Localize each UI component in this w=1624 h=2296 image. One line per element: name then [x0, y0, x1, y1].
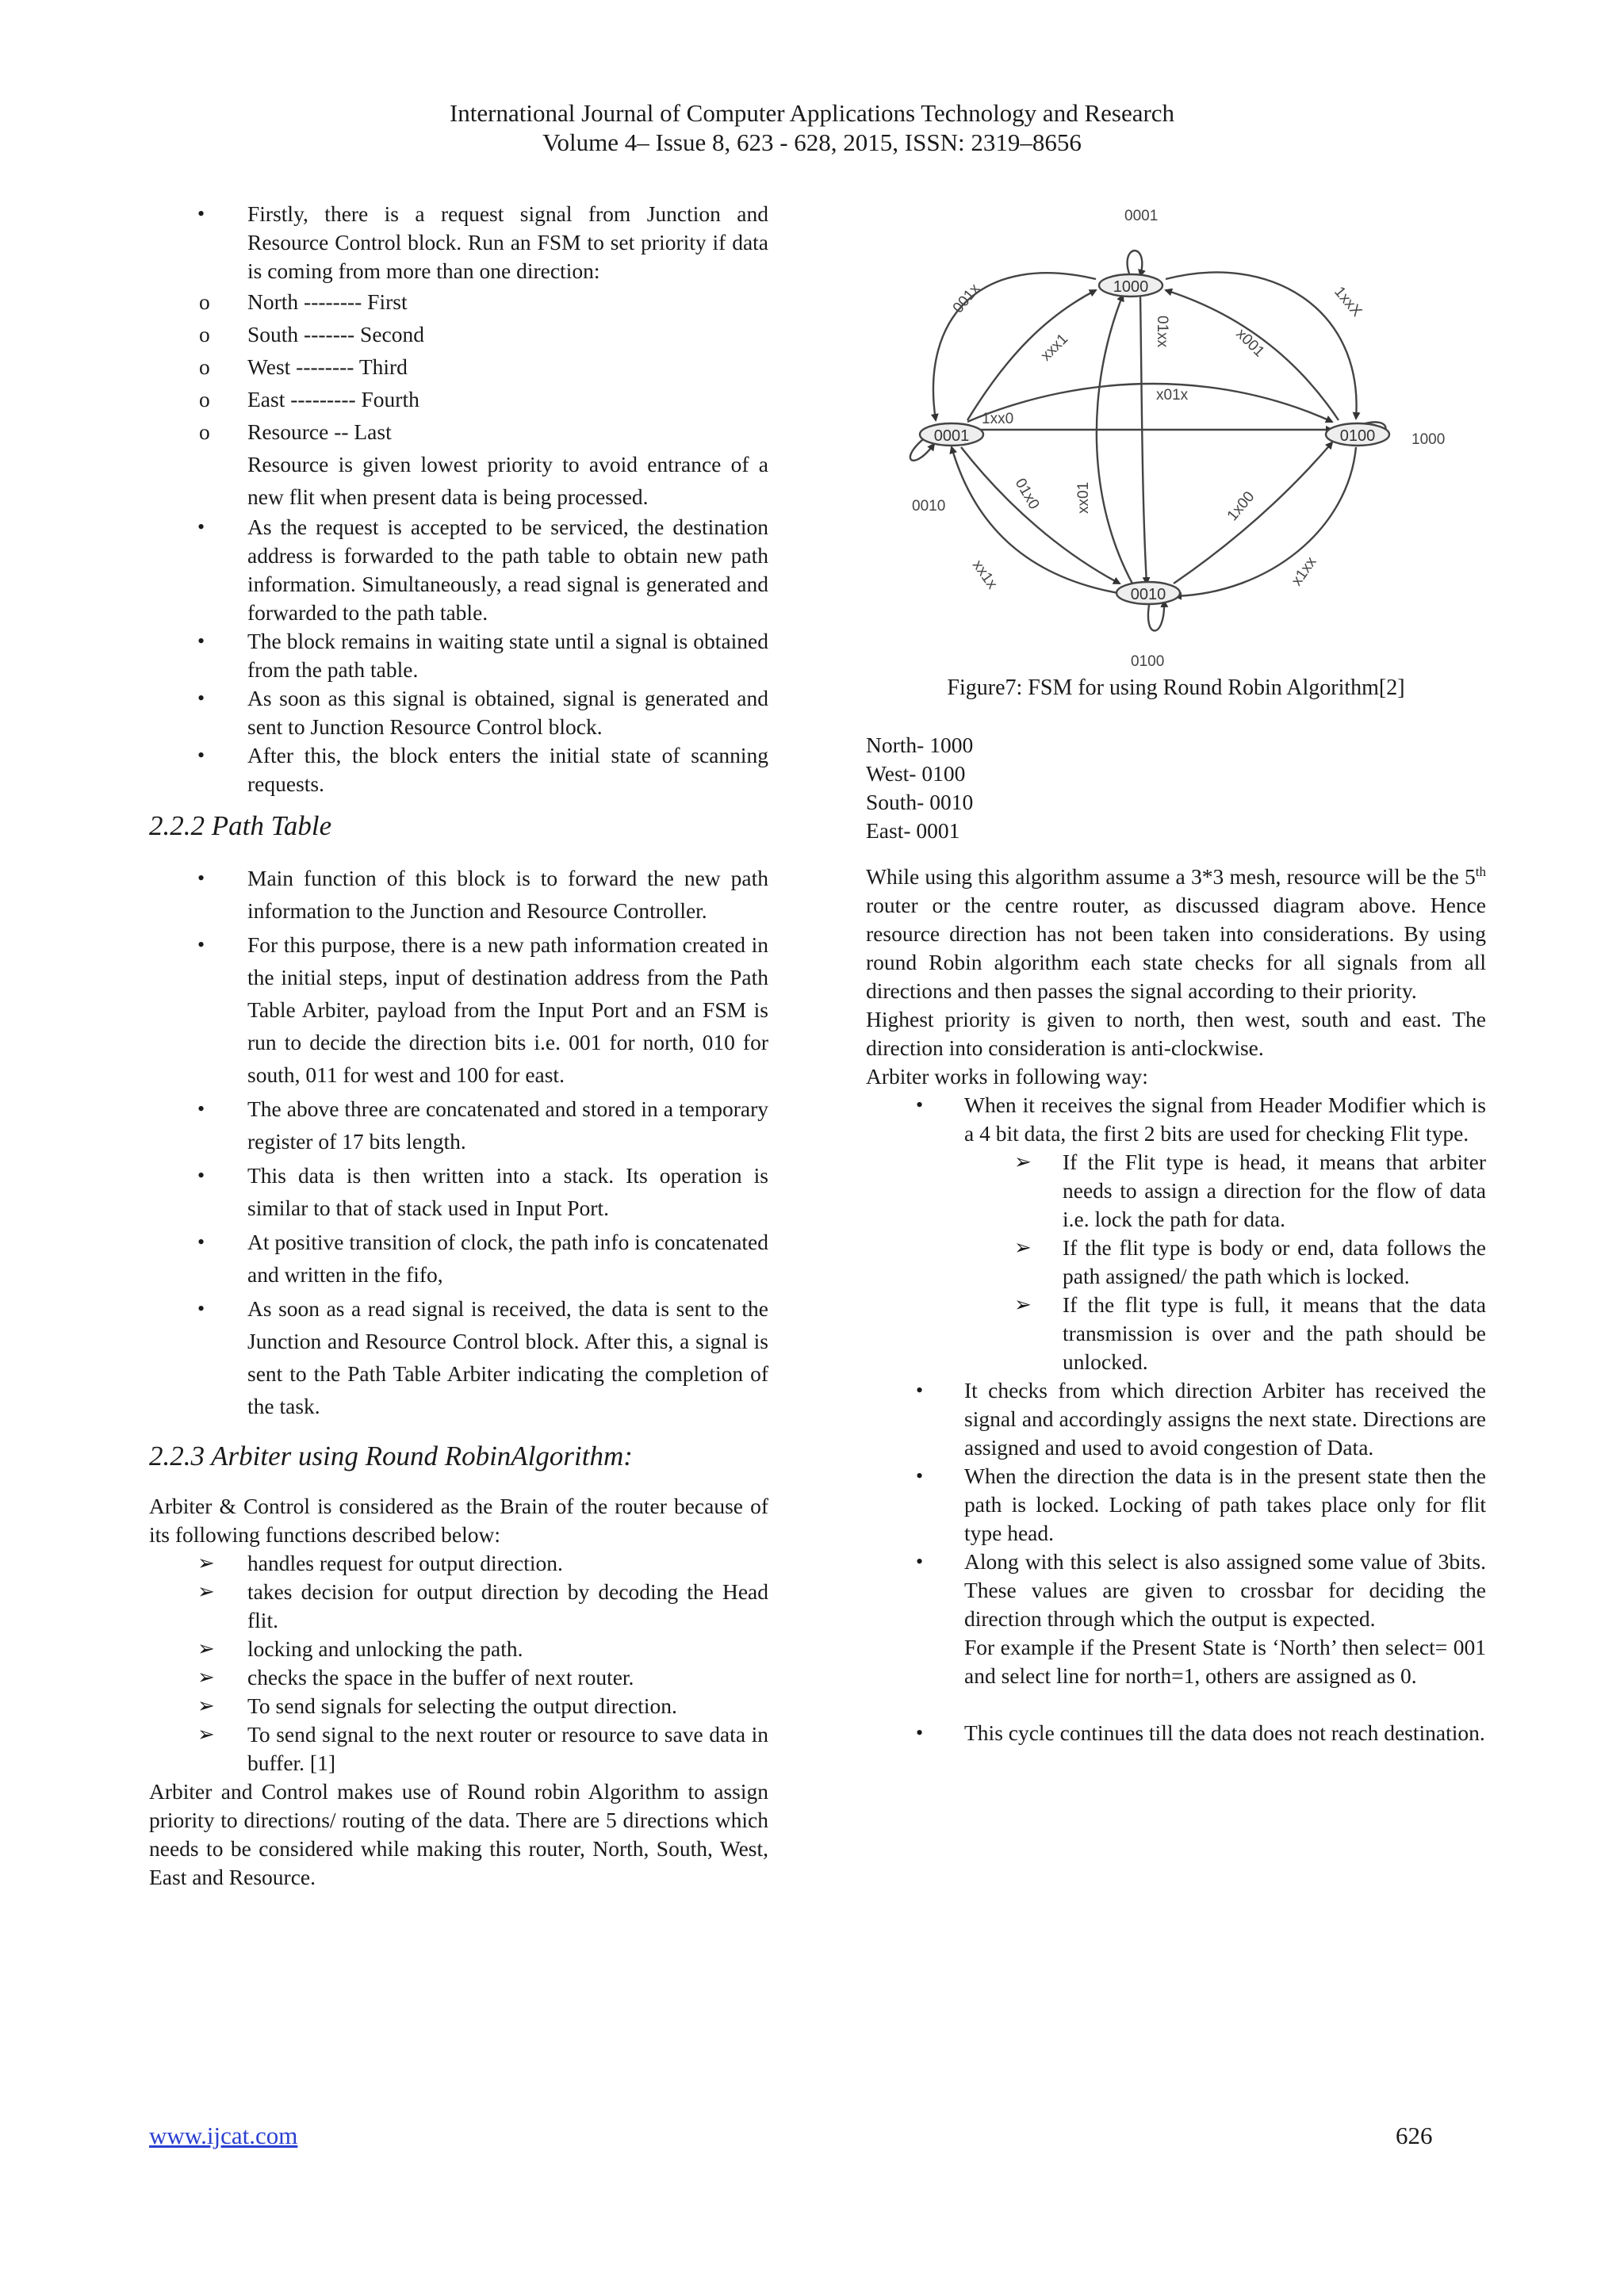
page-number: 626 — [1396, 2122, 1433, 2149]
state-north — [1099, 274, 1162, 297]
state-label: 0100 — [1339, 427, 1376, 445]
bullet-item — [149, 200, 768, 513]
edge-self-bottom — [1148, 601, 1164, 631]
state-label: 1000 — [1113, 278, 1149, 296]
bullet-item: • As soon as this signal is obtained, signal is generated and sent to Junction Resource Control block. — [149, 684, 768, 741]
function-item: ➢ handles request for output direction. — [149, 1549, 768, 1578]
arbiter-steps — [866, 1091, 1486, 1747]
section-heading-path-table: 2.2.2 Path Table — [149, 810, 332, 841]
bullet-item — [866, 1548, 1486, 1690]
para-text: router or the centre router, as discussed diagram above. Hence resource direction has not been taken into considerations. By using round Robin algorithm each state checks for all signals from all directions and then passes the signal according to their priority. — [866, 893, 1486, 1003]
priority-item: o South ------- Second — [149, 318, 768, 350]
page-header — [0, 98, 1624, 157]
edge-label: x001 — [1232, 325, 1268, 361]
edge-right-bottom — [1175, 447, 1356, 596]
function-item: ➢ takes decision for output direction by decoding the Head flit. — [149, 1578, 768, 1635]
algorithm-paragraph — [866, 863, 1486, 1005]
state-label: 0010 — [1130, 586, 1166, 603]
bullet-text: Firstly, there is a request signal from Junction and Resource Control block. Run an FSM to set priority if data is coming from more than one direction: — [247, 201, 768, 283]
state-label: 0001 — [933, 427, 970, 445]
priority-item: o West -------- Third — [149, 350, 768, 383]
priority-paragraph: Highest priority is given to north, then west, south and east. The direction into consideration is anti-clockwise. — [866, 1007, 1486, 1060]
edge-bottom-top — [1097, 295, 1132, 584]
edge-label: xxx1 — [1037, 331, 1072, 365]
edge-label: x1xx — [1288, 553, 1320, 589]
function-item: ➢ locking and unlocking the path. — [149, 1635, 768, 1663]
edge-label: xx1x — [968, 557, 1001, 592]
section-heading-arbiter: 2.2.3 Arbiter using Round RobinAlgorithm: — [149, 1441, 633, 1471]
code-line: South- 0010 — [866, 790, 974, 814]
flit-item: ➢ If the Flit type is head, it means that arbiter needs to assign a direction for the flow of data i.e. lock the path for data. — [964, 1148, 1486, 1234]
bullet-item: • When the direction the data is in the present state then the path is locked. Locking of path takes place only for flit type head. — [866, 1462, 1486, 1548]
edge-right-left-arc — [967, 384, 1332, 422]
flit-item: ➢ If the flit type is full, it means that the data transmission is over and the path should be unlocked. — [964, 1291, 1486, 1376]
bullet-text: When it receives the signal from Header Modifier which is a 4 bit data, the first 2 bits are used for checking Flit type. — [964, 1093, 1486, 1146]
bullet-item: • For this purpose, there is a new path information created in the initial steps, input of destination address from the Path Table Arbiter, payload from the Input Port and an FSM is run to decide the direction bits i.e. 001 for north, 010 for south, 011 for west and 100 for east. — [149, 928, 768, 1091]
state-south — [1116, 582, 1180, 604]
bullet-item — [866, 1091, 1486, 1376]
bullet-text: Along with this select is also assigned some value of 3bits. These values are given to crossbar for deciding the direction through which the output is expected. — [964, 1549, 1486, 1631]
fsm-diagram — [888, 197, 1491, 672]
fsm-figure — [888, 197, 1491, 672]
journal-title: International Journal of Computer Applications Technology and Research — [449, 99, 1175, 127]
bullet-item: • As soon as a read signal is received, the data is sent to the Junction and Resource Control block. After this, a signal is sent to the Path Table Arbiter indicating the completion of the task. — [149, 1292, 768, 1422]
flit-type-list — [964, 1148, 1486, 1376]
priority-list — [149, 285, 768, 448]
edge-label: 01xx — [1154, 316, 1170, 348]
edge-label: 1x00 — [1224, 488, 1258, 525]
edge-label: 1xxX — [1331, 283, 1365, 320]
bullet-item: • As the request is accepted to be serviced, the destination address is forwarded to the path table to obtain new path information. Simultaneously, a read signal is generated and forwarded to the path table. — [149, 513, 768, 627]
bullet-item: • The block remains in waiting state until a signal is obtained from the path table. — [149, 627, 768, 684]
footer-website-link[interactable]: www.ijcat.com — [149, 2122, 298, 2149]
code-line: East- 0001 — [866, 818, 960, 843]
function-item: ➢ checks the space in the buffer of next router. — [149, 1663, 768, 1692]
edge-label: 1000 — [1411, 431, 1446, 448]
state-east — [920, 423, 983, 446]
direction-codes — [866, 731, 1486, 845]
edge-label: 01x0 — [1011, 476, 1043, 513]
journal-issue: Volume 4– Issue 8, 623 - 628, 2015, ISSN: 2319–8656 — [542, 128, 1082, 156]
edge-top-left-outer — [933, 273, 1096, 420]
resource-note: Resource is given lowest priority to avoid entrance of a new flit when present data is being processed. — [247, 452, 768, 509]
edge-label: 0100 — [1131, 653, 1165, 670]
bullet-item: • It checks from which direction Arbiter has received the signal and accordingly assigns the next state. Directions are assigned and used to avoid congestion of Data. — [866, 1376, 1486, 1462]
code-line: North- 1000 — [866, 733, 974, 757]
edge-label: x01x — [1156, 387, 1189, 404]
edge-left-top — [967, 290, 1096, 420]
priority-item: o Resource -- Last — [149, 415, 768, 448]
bullet-item: • After this, the block enters the initial state of scanning requests. — [149, 741, 768, 798]
priority-item: o North -------- First — [149, 285, 768, 318]
bullet-item: • This data is then written into a stack. Its operation is similar to that of stack used in Input Port. — [149, 1159, 768, 1224]
figure-caption: Figure7: FSM for using Round Robin Algorithm[2] — [947, 675, 1405, 700]
function-item: ➢ To send signals for selecting the output direction. — [149, 1692, 768, 1720]
function-item: ➢ To send signal to the next router or resource to save data in buffer. [1] — [149, 1720, 768, 1777]
edge-label: 0010 — [912, 498, 946, 515]
path-table-bullets — [149, 862, 768, 1422]
bullet-item: • Main function of this block is to forward the new path information to the Junction and Resource Controller. — [149, 862, 768, 927]
para-text: While using this algorithm assume a 3*3 mesh, resource will be the 5 — [866, 864, 1476, 889]
priority-item: o East --------- Fourth — [149, 383, 768, 415]
flit-item: ➢ If the flit type is body or end, data follows the path assigned/ the path which is locked. — [964, 1234, 1486, 1291]
left-column — [149, 200, 768, 1892]
arbiter-functions — [149, 1549, 768, 1777]
bullet-item: • At positive transition of clock, the path info is concatenated and written in the fifo, — [149, 1226, 768, 1291]
bullet-item: • The above three are concatenated and stored in a temporary register of 17 bits length. — [149, 1093, 768, 1158]
edge-label: 1xx0 — [982, 411, 1014, 427]
code-line: West- 0100 — [866, 761, 966, 786]
state-west — [1326, 423, 1389, 446]
edge-label: 0001 — [1124, 208, 1159, 224]
edge-label: 001x — [949, 281, 984, 317]
edge-top-bottom — [1140, 295, 1147, 584]
example-text: For example if the Present State is ‘North’ then select= 001 and select line for north=1, others are assigned as 0. — [964, 1635, 1486, 1688]
request-bullets — [149, 200, 768, 798]
arbiter-intro: Arbiter & Control is considered as the Brain of the router because of its following functions described below: — [149, 1494, 768, 1547]
arbiter-paragraph: Arbiter and Control makes use of Round robin Algorithm to assign priority to directions/ routing of the data. There are 5 directions which needs to be considered while making this router, North, South, West, East and Resource. — [149, 1779, 768, 1889]
arbiter-works-line: Arbiter works in following way: — [866, 1064, 1148, 1089]
superscript: th — [1475, 863, 1486, 879]
edge-label: xx01 — [1075, 481, 1092, 514]
bullet-item: • This cycle continues till the data does not reach destination. — [866, 1719, 1486, 1747]
edge-self-top — [1128, 251, 1143, 276]
right-column — [866, 731, 1486, 1747]
